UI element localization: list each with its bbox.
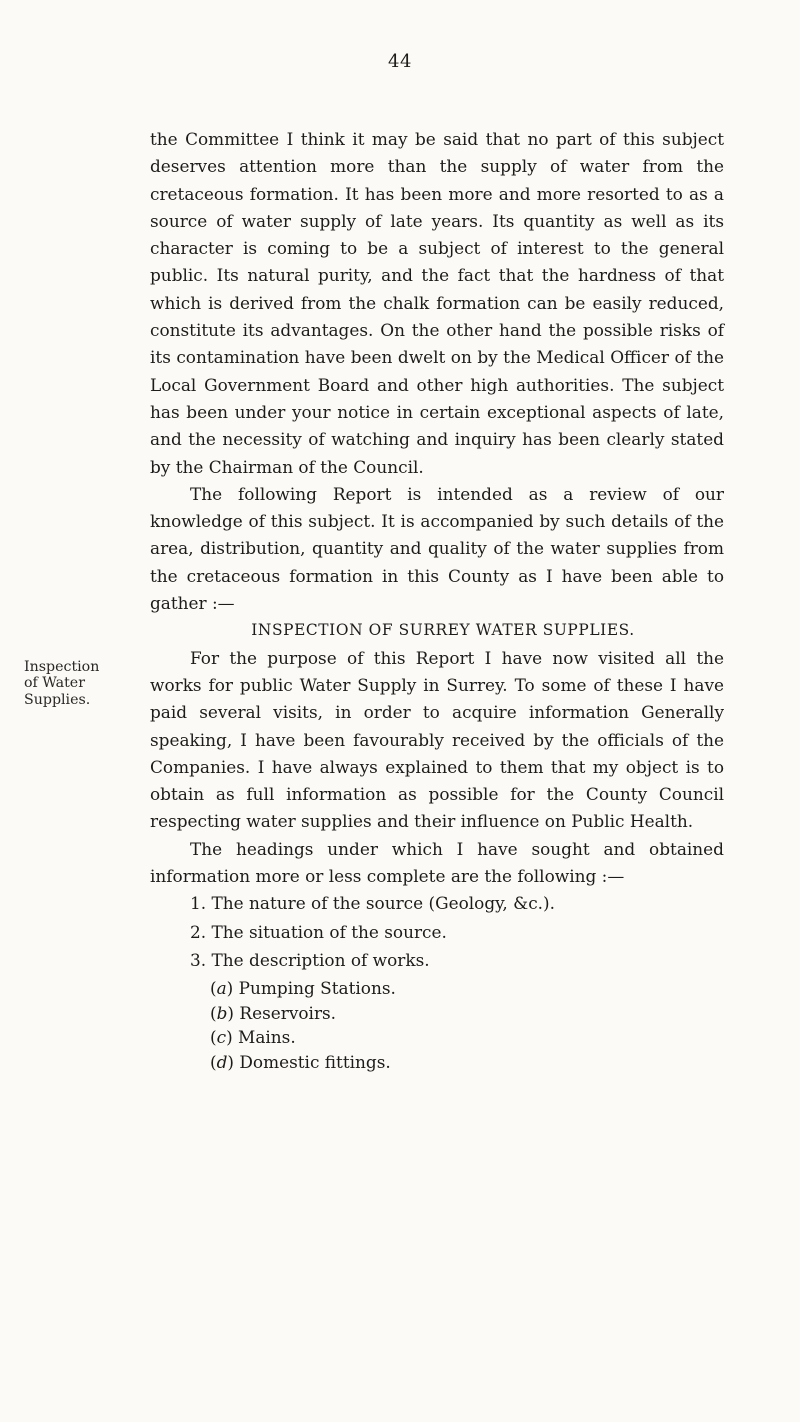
numbered-list bbox=[150, 890, 724, 974]
margin-note-line: Inspection bbox=[24, 659, 100, 675]
paragraph-report-intro: The following Report is intended as a review of our knowledge of this subject. It is accompanied by such details of the area, distribution, quantity and quality of the water supplies from the cretaceous formation in this County as I have been able to gather :— bbox=[150, 483, 724, 614]
margin-note-line: of Water bbox=[24, 675, 85, 692]
paragraph-continuation: the Committee I think it may be said that no part of this subject deserves attention more than the supply of water from the cretaceous formation. It has been more and more resorted to as a source of water supply of late years. Its quantity as well as its character is coming to be a subject of interest to the general public. Its natural purity, and the fact that the hardness of that which is derived from the chalk formation can be easily reduced, constitute its advantages. On the other hand the possible risks of its contamination have been dwelt on by the Medical Officer of the Local Government Board and other high authorities. The subject has been under your notice in certain exceptional aspects of late, and the necessity of watching and inquiry has been clearly stated by the Chairman of the Council. bbox=[150, 129, 724, 477]
list-number: 3. bbox=[190, 949, 207, 970]
sub-list-item: (d) Domestic fittings. bbox=[210, 1051, 391, 1072]
sub-list-text: Reservoirs. bbox=[239, 1002, 337, 1023]
sub-list-text: Mains. bbox=[238, 1027, 296, 1048]
sub-list-letter: a bbox=[216, 978, 227, 999]
list-text: The description of works. bbox=[211, 949, 430, 970]
sub-list-item: (b) Reservoirs. bbox=[210, 1002, 337, 1023]
sub-list-text: Pumping Stations. bbox=[238, 978, 396, 999]
sub-list-letter: c bbox=[216, 1027, 227, 1048]
paragraph-inspection: For the purpose of this Report I have now visited all the works for public Water Supply in Surrey. To some of these I have paid several visits, in order to acquire information Generally speaking, I have been favourably received by the officials of the Companies. I have always explained to them that my object is to obtain as full information as possible for the County Council respecting water supplies and their influence on Public Health. bbox=[150, 647, 724, 832]
list-item bbox=[150, 947, 724, 974]
margin-note bbox=[24, 659, 132, 708]
sub-list-text: Domestic fittings. bbox=[239, 1051, 391, 1072]
list-number: 2. bbox=[190, 921, 207, 942]
list-text: The situation of the source. bbox=[211, 921, 447, 942]
margin-note-line: Supplies. bbox=[24, 691, 91, 708]
list-text: The nature of the source (Geology, &c.). bbox=[211, 893, 555, 914]
main-text bbox=[150, 126, 724, 1074]
sub-list-item: (c) Mains. bbox=[210, 1027, 296, 1048]
paragraph-headings-intro: The headings under which I have sought and obtained information more or less complete are the following :— bbox=[150, 838, 724, 887]
page-number: 44 bbox=[388, 51, 412, 72]
list-number: 1. bbox=[190, 893, 207, 914]
list-item bbox=[150, 919, 724, 946]
sub-list-letter: b bbox=[216, 1002, 228, 1023]
sub-list bbox=[150, 976, 724, 1074]
section-heading: INSPECTION OF SURREY WATER SUPPLIES. bbox=[251, 621, 635, 640]
list-item bbox=[150, 890, 724, 917]
sub-list-item: (a) Pumping Stations. bbox=[210, 978, 396, 999]
sub-list-letter: d bbox=[216, 1051, 228, 1072]
